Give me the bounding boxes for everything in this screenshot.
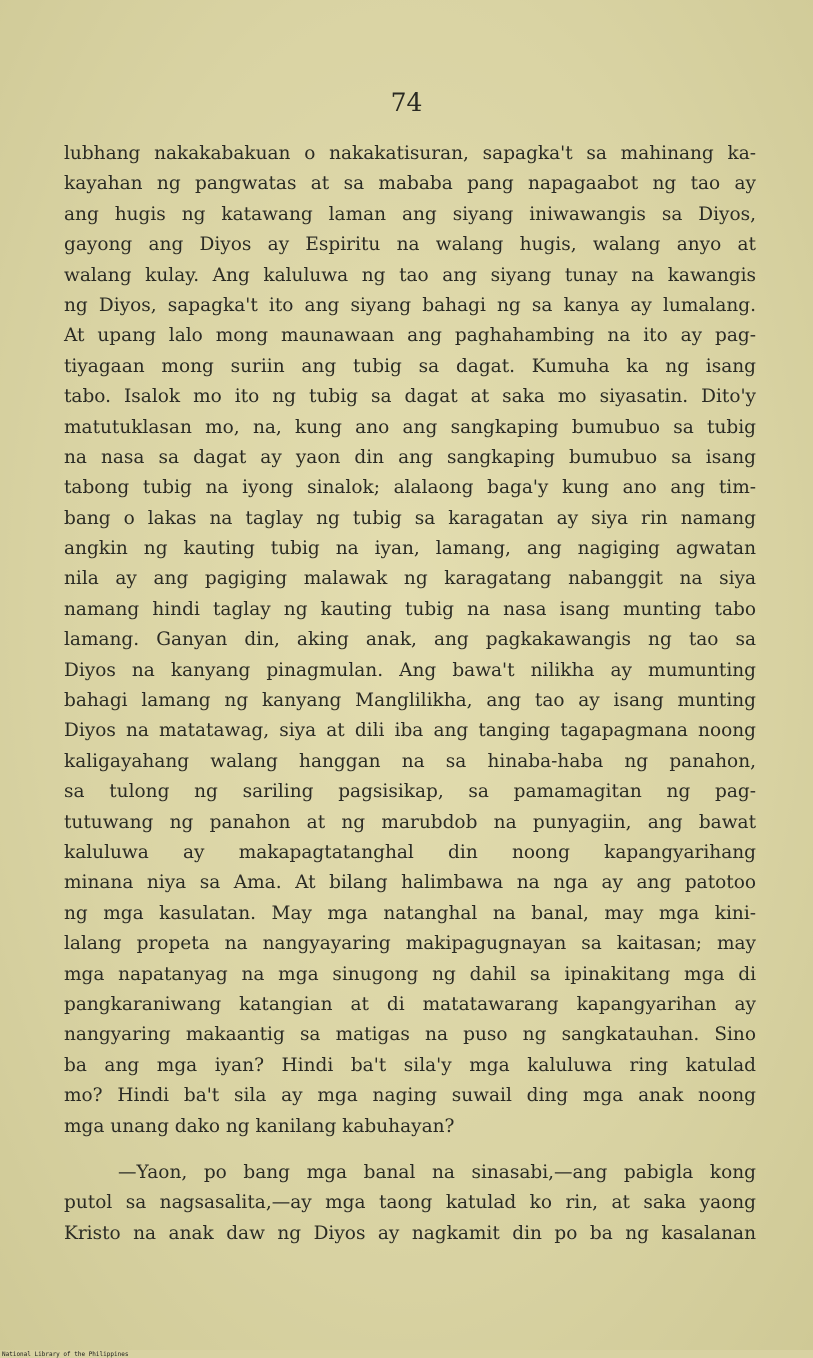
text-line: Diyos na kanyang pinagmulan. Ang bawa't nilikha ay mumunting [64, 659, 756, 681]
text-line: angkin ng kauting tubig na iyan, lamang, ang nagiging agwatan [64, 538, 756, 560]
text-line: Diyos na matatawag, siya at dili iba ang tanging tagapagmana noong [64, 720, 756, 742]
text-line: mga unang dako ng kanilang kabuhayan? [64, 1115, 455, 1137]
text-line: na nasa sa dagat ay yaon din ang sangkaping bumubuo sa isang [64, 446, 756, 468]
paragraph-1 [64, 139, 756, 1142]
text-line: bahagi lamang ng kanyang Manglilikha, ang tao ay isang munting [64, 690, 756, 712]
text-line: sa tulong ng sariling pagsisikap, sa pamamagitan ng pag- [64, 781, 756, 803]
text-line: kaluluwa ay makapagtatanghal din noong kapangyarihang [64, 841, 756, 863]
page-number: 74 [390, 88, 423, 117]
text-line: ba ang mga iyan? Hindi ba't sila'y mga kaluluwa ring katulad [64, 1054, 756, 1076]
text-line: tutuwang ng panahon at ng marubdob na punyagiin, ang bawat [64, 811, 756, 833]
library-credit: National Library of the Philippines [2, 1351, 129, 1358]
text-line: At upang lalo mong maunawaan ang paghahambing na ito ay pag- [64, 325, 756, 347]
text-line: mga napatanyag na mga sinugong ng dahil sa ipinakitang mga di [64, 963, 756, 985]
text-line: walang kulay. Ang kaluluwa ng tao ang siyang tunay na kawangis [64, 264, 756, 286]
text-line: mo? Hindi ba't sila ay mga naging suwail ding mga anak noong [64, 1085, 756, 1107]
text-line: ng mga kasulatan. May mga natanghal na banal, may mga kini- [64, 902, 756, 924]
text-line: tabong tubig na iyong sinalok; alalaong baga'y kung ano ang tim- [64, 477, 756, 499]
text-line: minana niya sa Ama. At bilang halimbawa na nga ay ang patotoo [64, 872, 756, 894]
text-line: kaligayahang walang hanggan na sa hinaba-haba ng panahon, [64, 750, 756, 772]
text-line: matutuklasan mo, na, kung ano ang sangkaping bumubuo sa tubig [64, 416, 756, 438]
text-line: lalang propeta na nangyayaring makipagugnayan sa kaitasan; may [64, 933, 756, 955]
text-line: bang o lakas na taglay ng tubig sa karagatan ay siya rin namang [64, 507, 756, 529]
text-line: gayong ang Diyos ay Espiritu na walang hugis, walang anyo at [64, 234, 756, 256]
text-line: tiyagaan mong suriin ang tubig sa dagat. Kumuha ka ng isang [64, 355, 756, 377]
text-line: lubhang nakakabakuan o nakakatisuran, sapagka't sa mahinang ka- [64, 143, 756, 164]
text-line: kayahan ng pangwatas at sa mababa pang napagaabot ng tao ay [64, 173, 756, 195]
text-line: nangyaring makaantig sa matigas na puso ng sangkatauhan. Sino [64, 1024, 756, 1046]
text-line: nila ay ang pagiging malawak ng karagatang nabanggit na siya [64, 568, 756, 590]
text-line: lamang. Ganyan din, aking anak, ang pagkakawangis ng tao sa [64, 629, 756, 651]
text-line: ng Diyos, sapagka't ito ang siyang bahagi ng sa kanya ay lumalang. [64, 294, 756, 316]
paragraph-2 [64, 1158, 756, 1249]
body-text [64, 139, 756, 1249]
text-line: tabo. Isalok mo ito ng tubig sa dagat at saka mo siyasatin. Dito'y [64, 386, 756, 408]
text-line: —Yaon, po bang mga banal na sinasabi,—ang pabigla kong [118, 1161, 756, 1183]
text-line: ang hugis ng katawang laman ang siyang iniwawangis sa Diyos, [64, 203, 756, 225]
text-line: Kristo na anak daw ng Diyos ay nagkamit din po ba ng kasalanan [64, 1222, 756, 1244]
text-line: pangkaraniwang katangian at di matatawarang kapangyarihan ay [64, 993, 756, 1015]
paragraph-gap [64, 1142, 756, 1158]
text-line: putol sa nagsasalita,—ay mga taong katulad ko rin, at saka yaong [64, 1192, 756, 1214]
text-line: namang hindi taglay ng kauting tubig na nasa isang munting tabo [64, 598, 756, 620]
